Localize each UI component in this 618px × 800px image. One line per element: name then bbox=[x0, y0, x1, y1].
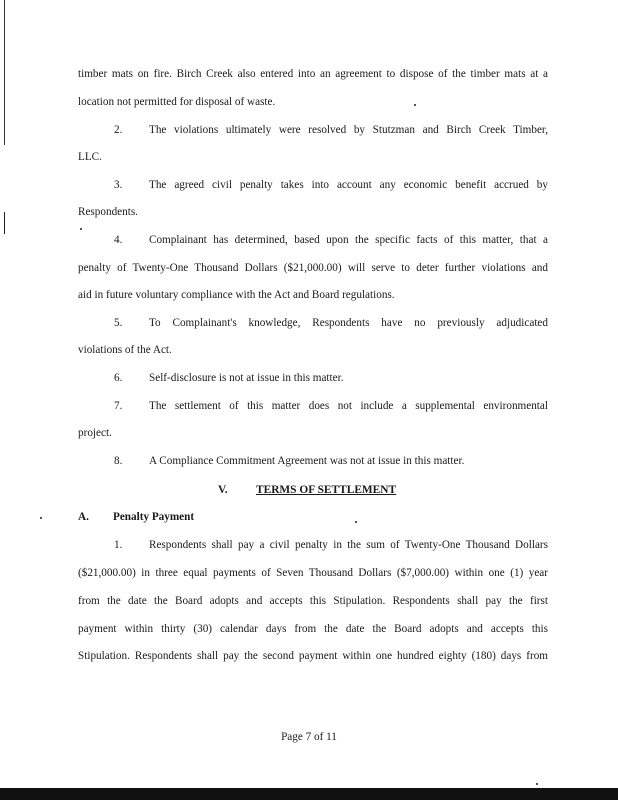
text-line: project. bbox=[78, 427, 112, 439]
text-line: location not permitted for disposal of waste. bbox=[78, 96, 276, 108]
paragraph-number: 6. bbox=[114, 372, 123, 384]
text-line: Respondents shall pay a civil penalty in the sum of Twenty-One Thousand Dollars bbox=[149, 539, 548, 551]
text-line: payment within thirty (30) calendar days from the date the Board adopts and accepts this bbox=[78, 623, 548, 635]
text-line: The settlement of this matter does not include a supplemental environmental bbox=[149, 400, 548, 412]
paragraph-3-first-line bbox=[114, 179, 548, 192]
paragraph-number: 7. bbox=[114, 400, 123, 412]
section-heading bbox=[218, 484, 396, 496]
text-line: Stipulation. Respondents shall pay the second payment within one hundred eighty (180) days from bbox=[78, 650, 548, 662]
paragraph-number: 4. bbox=[114, 234, 123, 246]
paragraph-8-line bbox=[114, 455, 548, 468]
subsection-heading bbox=[78, 511, 194, 523]
paragraph-7-first-line bbox=[114, 400, 548, 413]
text-line: aid in future voluntary compliance with the Act and Board regulations. bbox=[78, 289, 395, 301]
paragraph-number: 2. bbox=[114, 124, 123, 136]
text-line: timber mats on fire. Birch Creek also entered into an agreement to dispose of the timber mats at a bbox=[78, 68, 548, 80]
scan-margin-mark bbox=[4, 212, 5, 234]
scan-bottom-edge bbox=[0, 788, 618, 800]
text-line: Complainant has determined, based upon the specific facts of this matter, that a bbox=[149, 234, 548, 246]
paragraph-5-first-line bbox=[114, 317, 548, 330]
text-line: LLC. bbox=[78, 151, 102, 163]
text-line: Respondents. bbox=[78, 206, 138, 218]
paragraph-number: 1. bbox=[114, 539, 123, 551]
scan-speck bbox=[80, 228, 82, 230]
page-number: Page 7 of 11 bbox=[281, 731, 337, 743]
text-line: violations of the Act. bbox=[78, 344, 172, 356]
text-line: The agreed civil penalty takes into account any economic benefit accrued by bbox=[149, 179, 548, 191]
scan-speck bbox=[536, 783, 538, 785]
paragraph-6-line bbox=[114, 372, 548, 385]
section-title: TERMS OF SETTLEMENT bbox=[256, 484, 397, 496]
scan-speck bbox=[355, 521, 357, 523]
subsection-title: Penalty Payment bbox=[113, 511, 195, 523]
paragraph-number: 3. bbox=[114, 179, 123, 191]
paragraph-number: 8. bbox=[114, 455, 123, 467]
text-line: To Complainant's knowledge, Respondents have no previously adjudicated bbox=[149, 317, 548, 329]
section-number: V. bbox=[218, 484, 228, 496]
scan-speck bbox=[40, 517, 42, 519]
text-line: from the date the Board adopts and accepts this Stipulation. Respondents shall pay the first bbox=[78, 595, 548, 607]
paragraph-2-first-line bbox=[114, 124, 548, 137]
text-line: The violations ultimately were resolved by Stutzman and Birch Creek Timber, bbox=[149, 124, 548, 136]
text-line: penalty of Twenty-One Thousand Dollars ($21,000.00) will serve to deter further violations and bbox=[78, 262, 548, 274]
text-line: ($21,000.00) in three equal payments of Seven Thousand Dollars ($7,000.00) within one (1) year bbox=[78, 567, 548, 579]
scan-margin-line bbox=[4, 0, 5, 145]
paragraph-number: 5. bbox=[114, 317, 123, 329]
text-line: Self-disclosure is not at issue in this matter. bbox=[149, 372, 344, 384]
text-line: A Compliance Commitment Agreement was not at issue in this matter. bbox=[149, 455, 465, 467]
paragraph-4-first-line bbox=[114, 234, 548, 247]
paragraph-a1-first-line bbox=[114, 539, 548, 552]
subsection-letter: A. bbox=[78, 511, 89, 523]
